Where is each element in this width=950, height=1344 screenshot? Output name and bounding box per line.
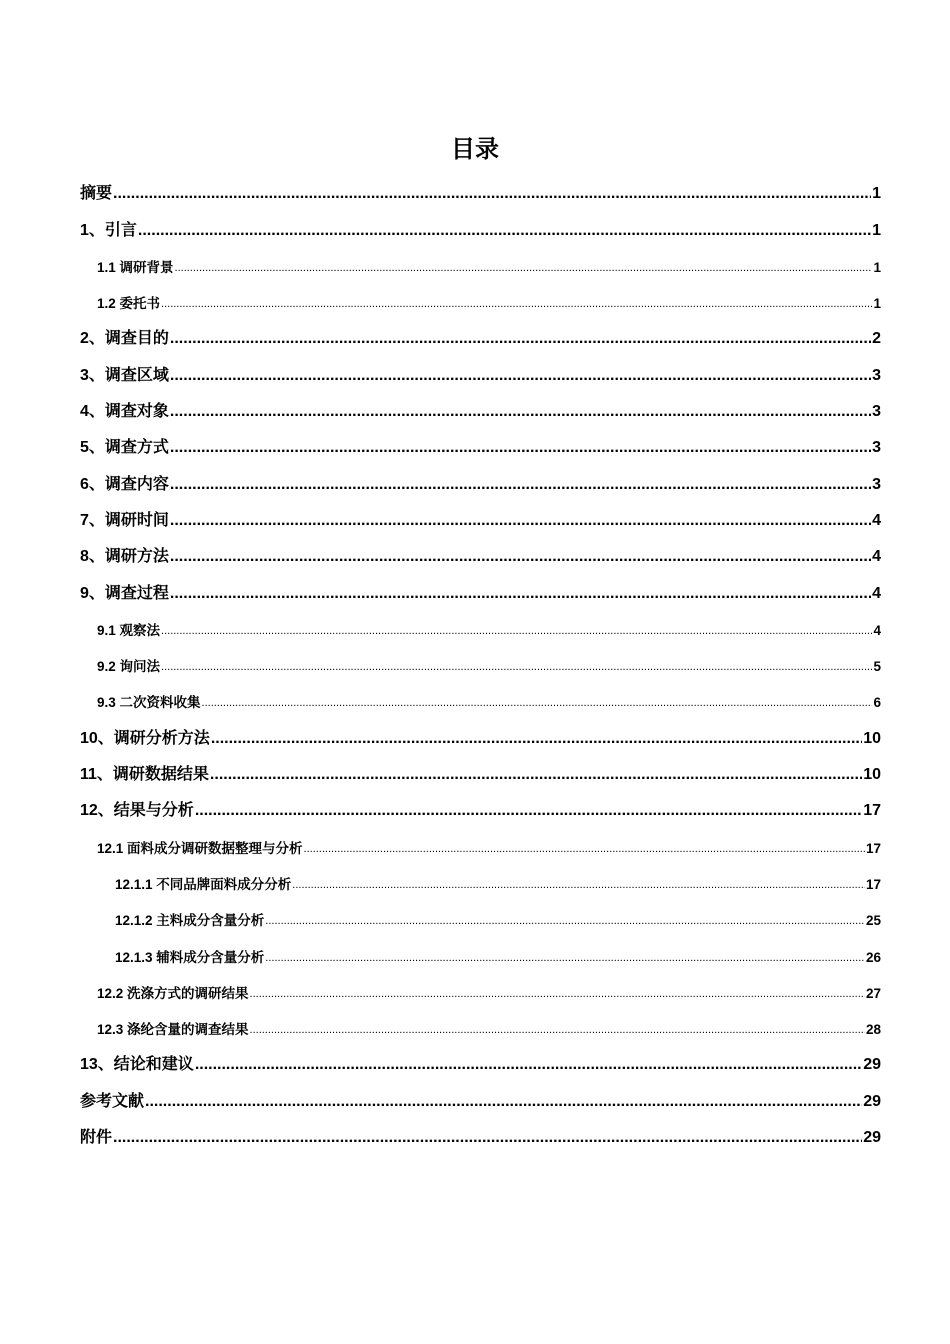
toc-dot-leader	[202, 693, 873, 713]
toc-entry-page-number: 10	[863, 766, 881, 784]
toc-entry[interactable]	[80, 1004, 881, 1040]
toc-entry[interactable]	[80, 532, 881, 568]
toc-entry[interactable]	[80, 242, 881, 278]
toc-entry-label: 12.1 面料成分调研数据整理与分析	[97, 840, 303, 856]
toc-entry-page-number: 27	[865, 985, 881, 1001]
toc-dot-leader	[304, 839, 865, 859]
toc-entry-label: 12、结果与分析	[80, 802, 194, 820]
toc-dot-leader	[161, 294, 872, 314]
toc-entry[interactable]	[80, 350, 881, 386]
toc-dot-leader	[161, 621, 872, 641]
toc-entry[interactable]	[80, 677, 881, 713]
toc-entry-label: 5、调查方式	[80, 439, 169, 457]
toc-entry-page-number: 17	[863, 802, 881, 820]
toc-dot-leader	[170, 474, 871, 496]
toc-entry-page-number: 3	[872, 366, 881, 384]
toc-entry[interactable]	[80, 786, 881, 822]
toc-entry[interactable]	[80, 387, 881, 423]
toc-entry-label: 10、调研分析方法	[80, 729, 210, 747]
toc-entry[interactable]	[80, 968, 881, 1004]
toc-entry-page-number: 29	[863, 1129, 881, 1147]
toc-entry-label: 摘要	[80, 185, 113, 203]
toc-dot-leader	[170, 546, 871, 568]
toc-entry-page-number: 25	[865, 913, 881, 929]
toc-entry-page-number: 4	[873, 622, 881, 638]
toc-dot-leader	[292, 875, 865, 895]
toc-entry[interactable]	[80, 496, 881, 532]
toc-dot-leader	[138, 220, 871, 242]
toc-entry[interactable]	[80, 931, 881, 967]
toc-entry-label: 9.1 观察法	[97, 622, 161, 638]
toc-entry-page-number: 29	[863, 1056, 881, 1074]
toc-entry-page-number: 4	[872, 511, 881, 529]
toc-entry-label: 1.1 调研背景	[97, 259, 174, 275]
toc-dot-leader	[170, 401, 871, 423]
toc-dot-leader	[250, 984, 865, 1004]
toc-entry-label: 12.1.1 不同品牌面料成分分析	[115, 876, 292, 892]
toc-entry-label: 13、结论和建议	[80, 1056, 194, 1074]
toc-entry[interactable]	[80, 859, 881, 895]
toc-dot-leader	[170, 365, 871, 387]
toc-entry-label: 1、引言	[80, 221, 137, 239]
toc-dot-leader	[210, 764, 862, 786]
toc-entry-page-number: 10	[863, 729, 881, 747]
toc-entry-label: 9.2 询问法	[97, 659, 161, 675]
toc-entry-page-number: 1	[872, 221, 881, 239]
toc-dot-leader	[170, 328, 871, 350]
toc-entry[interactable]	[80, 641, 881, 677]
toc-entry-label: 12.1.3 辅料成分含量分析	[115, 949, 265, 965]
toc-entry-label: 12.3 涤纶含量的调查结果	[97, 1022, 249, 1038]
toc-entry[interactable]	[80, 278, 881, 314]
toc-entry-label: 6、调查内容	[80, 475, 169, 493]
toc-entry-page-number: 3	[872, 475, 881, 493]
toc-entry-page-number: 3	[872, 403, 881, 421]
toc-dot-leader	[195, 1054, 862, 1076]
toc-entry[interactable]	[80, 568, 881, 604]
toc-dot-leader	[265, 948, 865, 968]
toc-dot-leader	[195, 800, 862, 822]
toc-entry[interactable]	[80, 822, 881, 858]
toc-entry-page-number: 3	[872, 439, 881, 457]
toc-entry[interactable]	[80, 459, 881, 495]
toc-dot-leader	[145, 1091, 862, 1113]
toc-entry-label: 12.2 洗涤方式的调研结果	[97, 985, 249, 1001]
toc-list	[80, 169, 881, 1149]
toc-entry-label: 9.3 二次资料收集	[97, 695, 201, 711]
toc-entry-page-number: 6	[873, 695, 881, 711]
toc-title: 目录	[451, 136, 499, 163]
toc-entry-page-number: 26	[865, 949, 881, 965]
toc-entry-label: 11、调研数据结果	[80, 766, 209, 784]
toc-entry[interactable]	[80, 205, 881, 241]
toc-dot-leader	[113, 183, 871, 205]
toc-entry-page-number: 4	[872, 584, 881, 602]
toc-entry[interactable]	[80, 750, 881, 786]
toc-entry-label: 9、调查过程	[80, 584, 169, 602]
toc-entry-label: 1.2 委托书	[97, 296, 161, 312]
toc-dot-leader	[170, 510, 871, 532]
toc-dot-leader	[161, 657, 872, 677]
toc-entry[interactable]	[80, 169, 881, 205]
toc-entry-page-number: 1	[872, 185, 881, 203]
toc-dot-leader	[265, 911, 865, 931]
toc-entry[interactable]	[80, 1076, 881, 1112]
toc-entry-page-number: 29	[863, 1092, 881, 1110]
toc-entry-label: 4、调查对象	[80, 403, 169, 421]
toc-entry-page-number: 17	[865, 876, 881, 892]
toc-entry[interactable]	[80, 1040, 881, 1076]
toc-entry-page-number: 2	[872, 330, 881, 348]
toc-entry[interactable]	[80, 314, 881, 350]
toc-entry-label: 3、调查区域	[80, 366, 169, 384]
toc-entry-label: 8、调研方法	[80, 548, 169, 566]
toc-entry-page-number: 4	[872, 548, 881, 566]
toc-dot-leader	[113, 1127, 862, 1149]
toc-entry[interactable]	[80, 1113, 881, 1149]
toc-dot-leader	[211, 728, 862, 750]
toc-entry[interactable]	[80, 895, 881, 931]
toc-entry-label: 参考文献	[80, 1092, 145, 1110]
toc-entry[interactable]	[80, 713, 881, 749]
toc-dot-leader	[175, 258, 873, 278]
toc-entry-label: 附件	[80, 1129, 113, 1147]
toc-entry-page-number: 17	[865, 840, 881, 856]
toc-dot-leader	[250, 1020, 865, 1040]
toc-dot-leader	[170, 583, 871, 605]
toc-entry-label: 12.1.2 主料成分含量分析	[115, 913, 265, 929]
toc-entry-label: 2、调查目的	[80, 330, 169, 348]
toc-entry-page-number: 1	[873, 296, 881, 312]
toc-entry[interactable]	[80, 423, 881, 459]
toc-entry-page-number: 28	[865, 1022, 881, 1038]
toc-dot-leader	[170, 437, 871, 459]
toc-entry-label: 7、调研时间	[80, 511, 169, 529]
toc-entry-page-number: 5	[873, 659, 881, 675]
toc-entry[interactable]	[80, 605, 881, 641]
toc-entry-page-number: 1	[873, 259, 881, 275]
